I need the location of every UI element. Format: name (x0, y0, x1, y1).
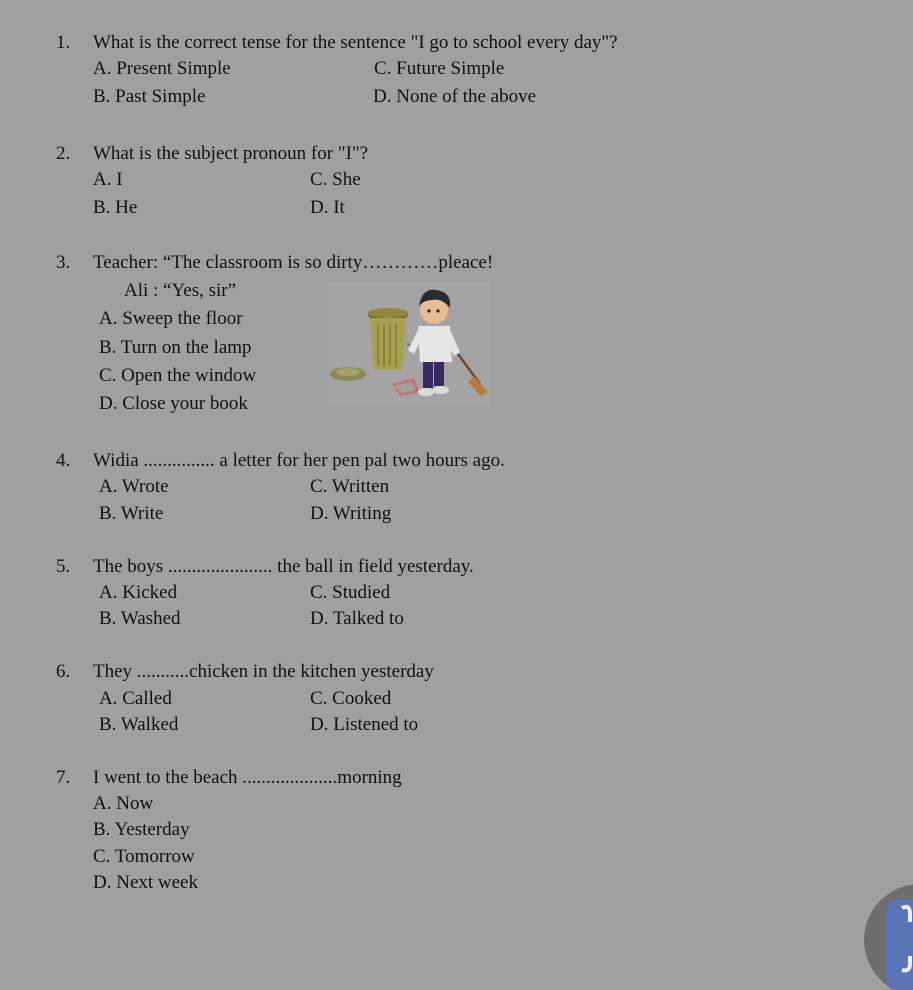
q4-question: Widia ............... a letter for her pen pal two hours ago. (93, 450, 505, 471)
q1-question: What is the correct tense for the sentence "I go to school every day"? (93, 32, 618, 53)
q1-option-b: B. Past Simple (93, 86, 206, 107)
q1-option-c: C. Future Simple (374, 58, 505, 79)
q4-option-b: B. Write (99, 503, 164, 524)
q7-question: I went to the beach ....................morning (93, 767, 402, 788)
q3-option-c: C. Open the window (99, 365, 257, 386)
boy-sweeping-illustration (328, 282, 490, 407)
q4-option-c: C. Written (310, 476, 390, 497)
q7-option-c: C. Tomorrow (93, 846, 195, 867)
q4-number: 4. (56, 450, 71, 471)
q5-option-d: D. Talked to (310, 608, 404, 629)
q3-option-b: B. Turn on the lamp (99, 337, 252, 358)
q7-option-a: A. Now (93, 793, 154, 814)
q7-option-b: B. Yesterday (93, 819, 190, 840)
q1-option-a: A. Present Simple (93, 58, 231, 79)
q5-question: The boys ...................... the ball in field yesterday. (93, 556, 474, 577)
q5-number: 5. (56, 556, 71, 577)
q6-number: 6. (56, 661, 71, 682)
q3-reply: Ali : “Yes, sir” (124, 280, 237, 301)
q2-option-a: A. I (93, 169, 123, 190)
q7-option-d: D. Next week (93, 872, 198, 893)
q6-option-a: A. Called (99, 688, 172, 709)
q3-number: 3. (56, 252, 71, 273)
q1-number: 1. (56, 32, 71, 53)
q6-option-b: B. Walked (99, 714, 179, 735)
q3-option-a: A. Sweep the floor (99, 308, 243, 329)
q5-option-b: B. Washed (99, 608, 181, 629)
q7-number: 7. (56, 767, 71, 788)
floating-action-button[interactable] (864, 880, 913, 990)
q3-question: Teacher: “The classroom is so dirty…………pleace! (93, 252, 494, 273)
q6-option-d: D. Listened to (310, 714, 419, 735)
q5-option-a: A. Kicked (99, 582, 178, 603)
q2-option-b: B. He (93, 197, 138, 218)
q2-option-d: D. It (310, 197, 345, 218)
q3-option-d: D. Close your book (99, 393, 248, 414)
q2-option-c: C. She (310, 169, 361, 190)
q1-option-d: D. None of the above (373, 86, 537, 107)
q5-option-c: C. Studied (310, 582, 391, 603)
q4-option-d: D. Writing (310, 503, 392, 524)
q2-question: What is the subject pronoun for "I"? (93, 143, 369, 164)
q2-number: 2. (56, 143, 71, 164)
q6-option-c: C. Cooked (310, 688, 392, 709)
q6-question: They ...........chicken in the kitchen yesterday (93, 661, 434, 682)
q4-option-a: A. Wrote (99, 476, 169, 497)
